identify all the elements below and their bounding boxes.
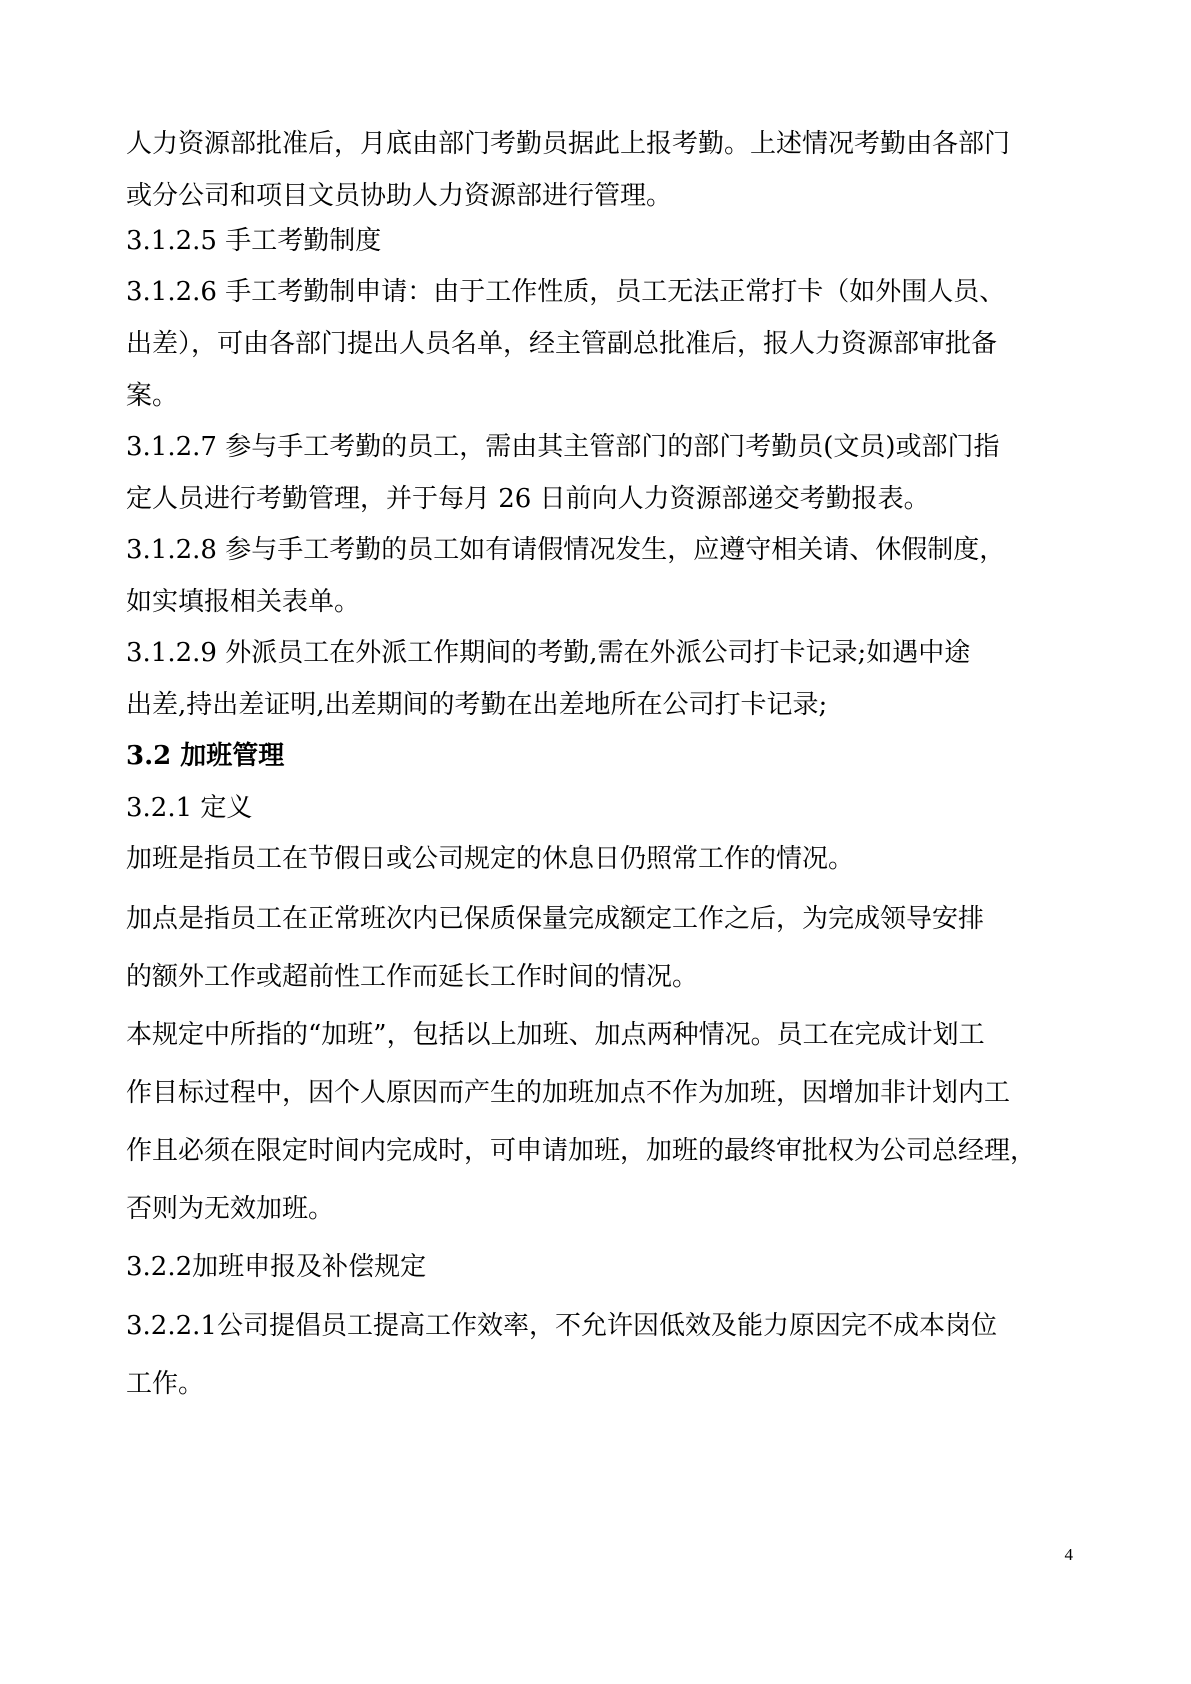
text-line: 本规定中所指的“加班”，包括以上加班、加点两种情况。员工在完成计划工 — [126, 1020, 985, 1050]
text-line: 3.1.2.6 手工考勤制申请：由于工作性质，员工无法正常打卡（如外围人员、 — [126, 277, 1006, 307]
text-line: 案。 — [126, 381, 179, 411]
text-line: 或分公司和项目文员协助人力资源部进行管理。 — [126, 181, 673, 211]
text-line: 3.1.2.8 参与手工考勤的员工如有请假情况发生，应遵守相关请、休假制度， — [126, 535, 1006, 565]
text-line: 3.1.2.9 外派员工在外派工作期间的考勤,需在外派公司打卡记录;如遇中途 — [126, 638, 971, 668]
section-heading: 3.2 加班管理 — [126, 741, 285, 771]
text-line: 加班是指员工在节假日或公司规定的休息日仍照常工作的情况。 — [126, 844, 855, 874]
page-number: 4 — [1064, 1545, 1073, 1564]
text-line: 出差），可由各部门提出人员名单，经主管副总批准后，报人力资源部审批备 — [126, 329, 998, 359]
text-line: 工作。 — [126, 1369, 205, 1399]
section-title: 3.2.2加班申报及补偿规定 — [126, 1252, 427, 1282]
section-title: 3.1.2.5 手工考勤制度 — [126, 226, 382, 256]
text-line: 的额外工作或超前性工作而延长工作时间的情况。 — [126, 962, 699, 992]
text-line: 加点是指员工在正常班次内已保质保量完成额定工作之后，为完成领导安排 — [126, 904, 985, 934]
text-line: 出差,持出差证明,出差期间的考勤在出差地所在公司打卡记录; — [126, 690, 828, 720]
text-line: 3.1.2.7 参与手工考勤的员工，需由其主管部门的部门考勤员(文员)或部门指 — [126, 432, 1000, 462]
text-line: 定人员进行考勤管理，并于每月 26 日前向人力资源部递交考勤报表。 — [126, 484, 930, 514]
text-line: 否则为无效加班。 — [126, 1194, 335, 1224]
text-line: 3.2.2.1公司提倡员工提高工作效率，不允许因低效及能力原因完不成本岗位 — [126, 1311, 997, 1341]
text-line: 作且必须在限定时间内完成时，可申请加班，加班的最终审批权为公司总经理， — [126, 1136, 1037, 1166]
text-line: 作目标过程中，因个人原因而产生的加班加点不作为加班，因增加非计划内工 — [126, 1078, 1011, 1108]
text-line: 人力资源部批准后，月底由部门考勤员据此上报考勤。上述情况考勤由各部门 — [126, 129, 1011, 159]
text-line: 如实填报相关表单。 — [126, 587, 361, 617]
section-title: 3.2.1 定义 — [126, 793, 253, 823]
